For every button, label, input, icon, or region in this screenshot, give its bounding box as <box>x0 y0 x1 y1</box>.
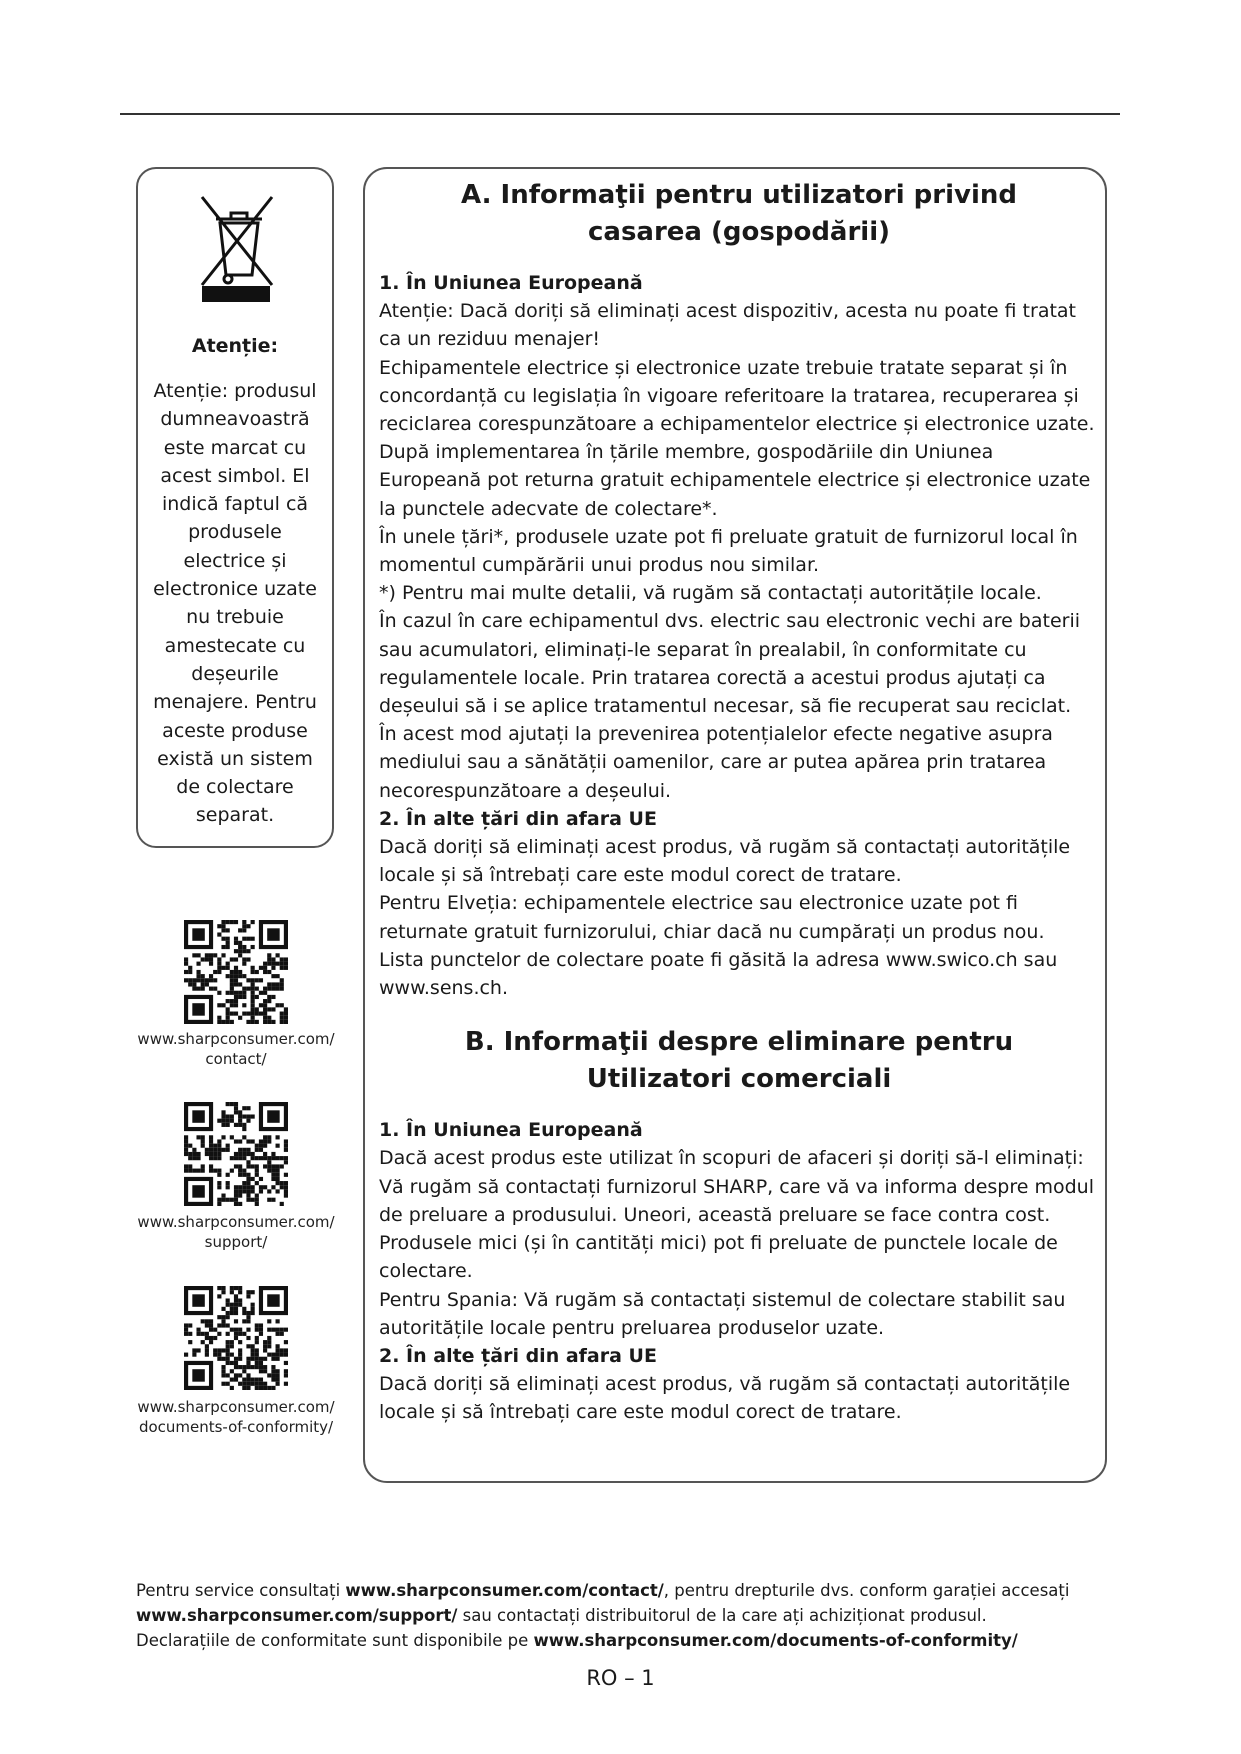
section-b-non-eu-text: Dacă doriți să eliminați acest produs, vă rugăm să contactați autoritățile locale și să întrebați care este modul corect de tratare. <box>379 1373 1071 1424</box>
section-a-title: A. Informaţii pentru utilizatori privind casarea (gospodării) <box>461 180 1017 247</box>
section-b-non-eu-heading: 2. În alte țări din afara UE <box>379 1344 657 1367</box>
qr-caption-line: documents-of-conformity/ <box>138 1418 334 1436</box>
footer-link-contact[interactable]: www.sharpconsumer.com/contact/ <box>345 1581 664 1600</box>
qr-caption-line: www.sharpconsumer.com/ <box>137 1398 335 1416</box>
section-b-eu-text: Dacă acest produs este utilizat în scopuri de afaceri și doriți să-l eliminați: Vă rugăm să contactați furnizorul SHARP, care vă va informa despre modul de preluare a produsului. Uneori, această preluare se face contra cost. Produsele mici (și în cantități mici) pot fi preluate de punctele locale de colectare. Pentru Spania: Vă rugăm să contactați sistemul de colectare stabilit sau autoritățile locale pentru preluarea produselor uzate. <box>379 1147 1094 1339</box>
footer-text: Declarațiile de conformitate sunt disponibile pe <box>136 1631 534 1650</box>
footer-text: Pentru service consultați <box>136 1581 346 1600</box>
qr-caption-line: www.sharpconsumer.com/ <box>137 1213 335 1231</box>
disposal-info-box <box>363 167 1107 1483</box>
section-b-eu-heading: 1. În Uniunea Europeană <box>379 1119 643 1142</box>
section-a-non-eu-heading: 2. În alte țări din afara UE <box>379 807 657 830</box>
qr-code-icon[interactable] <box>184 920 288 1024</box>
section-a-non-eu-text: Dacă doriți să eliminați acest produs, vă rugăm să contactați autoritățile locale și să întrebați care este modul corect de tratare. Pentru Elveția: echipamentele electrice sau electronice uzate pot fi returnate gratuit furnizorului, chiar dacă nu cumpărați un produs nou. Lista punctelor de colectare poate fi găsită la adresa www.swico.ch sau www.sens.ch. <box>379 836 1071 1000</box>
qr-code-icon[interactable] <box>184 1102 288 1206</box>
footer-link-support[interactable]: www.sharpconsumer.com/support/ <box>136 1606 458 1625</box>
qr-caption-line: support/ <box>204 1233 268 1251</box>
weee-warning-box <box>136 167 334 848</box>
footer-notes <box>136 1578 1096 1653</box>
crossed-out-wheelie-bin-icon <box>196 193 278 289</box>
section-a-eu-heading: 1. În Uniunea Europeană <box>379 272 643 294</box>
top-rule <box>120 113 1120 115</box>
page-number: RO – 1 <box>586 1666 655 1690</box>
qr-caption-line: contact/ <box>205 1050 267 1068</box>
qr-caption-contact <box>120 1029 352 1069</box>
qr-caption-line: www.sharpconsumer.com/ <box>137 1030 335 1048</box>
bin-underline-bar <box>202 286 270 302</box>
side-title: Atenție: <box>191 335 279 357</box>
footer-line-1 <box>136 1578 1096 1603</box>
footer-text: sau contactați distribuitorul de la care ați achiziționat produsul. <box>457 1606 987 1625</box>
qr-caption-conformity <box>120 1397 352 1437</box>
section-b-title: B. Informaţii despre eliminare pentru Utilizatori comerciali <box>464 1027 1014 1095</box>
qr-code-icon[interactable] <box>184 1286 288 1390</box>
qr-caption-support <box>120 1212 352 1252</box>
footer-line-2 <box>136 1603 1096 1628</box>
side-text: Atenție: produsul dumneavoastră este marcat cu acest simbol. El indică faptul că produsele electrice și electronice uzate nu trebuie amestecate cu deșeurile menajere. Pentru aceste produse există un sistem de colectare separat. <box>153 380 317 827</box>
footer-text: , pentru drepturile dvs. conform garației accesați <box>663 1581 1070 1600</box>
footer-line-3 <box>136 1628 1096 1653</box>
section-a-eu-text: Atenție: Dacă doriți să eliminați acest dispozitiv, acesta nu poate fi tratat ca un reziduu menajer! Echipamentele electrice și electronice uzate trebuie tratate separat și în concordanță cu legislația în vigoare referitoare la tratarea, recuperarea și reciclarea corespunzătoare a echipamentelor electrice și electronice uzate. După implementarea în țările membre, gospodăriile din Uniunea Europeană pot returna gratuit echipamentele electrice și electronice uzate la punctele adecvate de colectare*. În unele țări*, produsele uzate pot fi preluate gratuit de furnizorul local în momentul cumpărării unui produs nou similar. *) Pentru mai multe detalii, vă rugăm să contactați autoritățile locale. În cazul în care echipamentul dvs. electric sau electronic vechi are baterii sau acumulatori, eliminați-le separat în prealabil, în conformitate cu regulamentele locale. Prin tratarea corectă a acestui produs ajutați ca deșeului să i se aplice tratamentul necesar, să fie recuperat sau reciclat. În acest mod ajutați la prevenirea potențialelor efecte negative asupra mediului sau a sănătății oamenilor, care ar putea apărea prin tratarea necorespunzătoare a deșeului. <box>379 300 1095 802</box>
footer-link-conformity[interactable]: www.sharpconsumer.com/documents-of-conformity/ <box>533 1631 1018 1650</box>
